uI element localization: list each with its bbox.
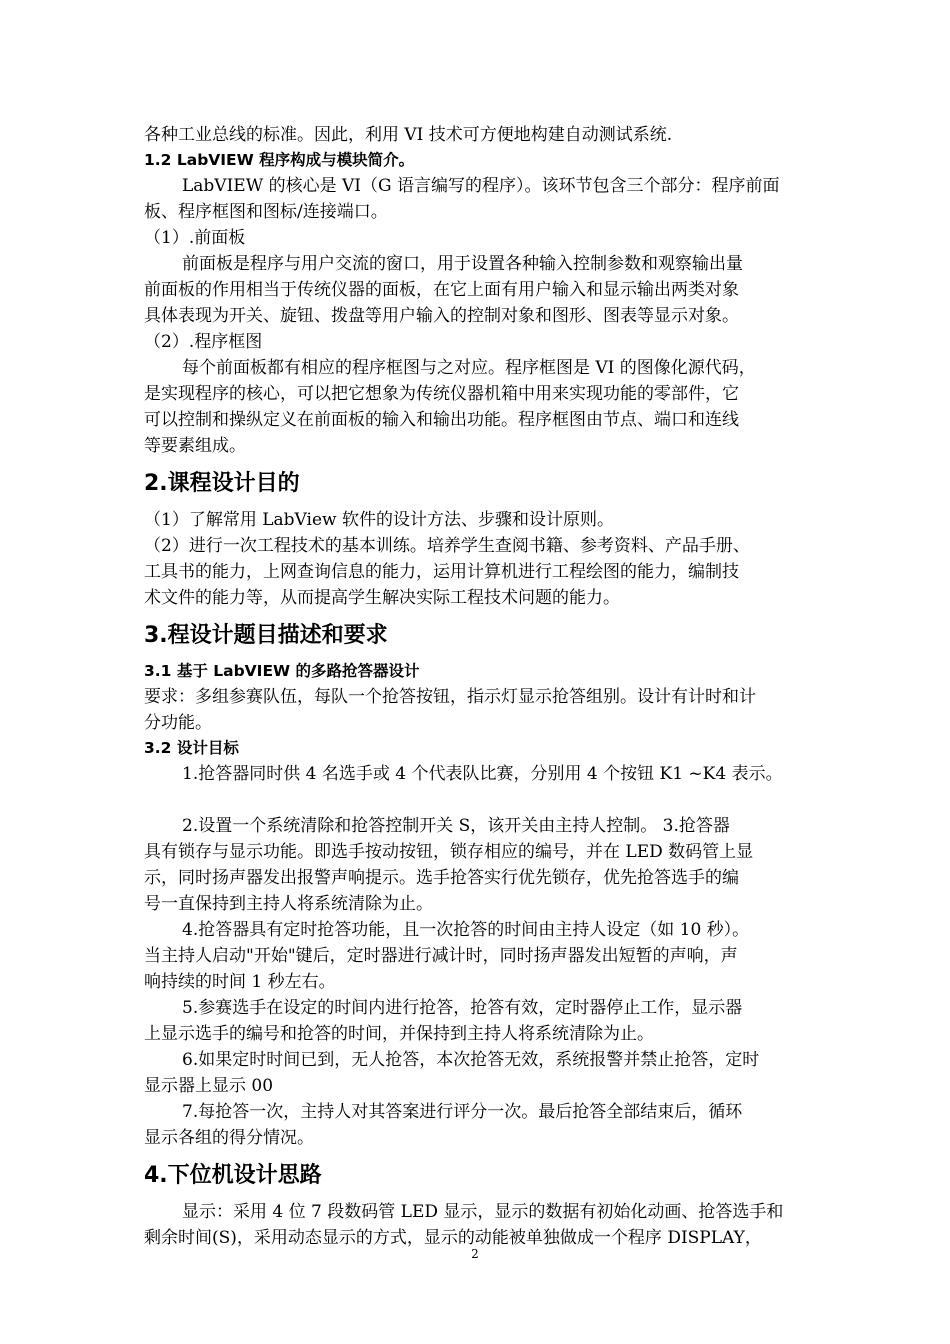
paragraph-line: 要求：多组参赛队伍，每队一个抢答按钮，指示灯显示抢答组别。设计有计时和计 bbox=[144, 687, 756, 707]
paragraph-line: 当主持人启动"开始"键后，定时器进行减计时，同时扬声器发出短暂的声响，声 bbox=[144, 946, 738, 966]
paragraph-line: LabVIEW 的核心是 VI（G 语言编写的程序）。该环节包含三个部分：程序前面 bbox=[182, 176, 780, 196]
paragraph-line: 前面板是程序与用户交流的窗口，用于设置各种输入控制参数和观察输出量 bbox=[182, 254, 743, 274]
paragraph-line: 每个前面板都有相应的程序框图与之对应。程序框图是 VI 的图像化源代码， bbox=[182, 358, 756, 378]
section-heading-1-2: 1.2 LabVIEW 程序构成与模块简介。 bbox=[144, 151, 415, 169]
paragraph-line: 显示器上显示 00 bbox=[144, 1076, 274, 1096]
paragraph-line: 前面板的作用相当于传统仪器的面板，在它上面有用户输入和显示输出两类对象 bbox=[144, 280, 739, 300]
paragraph-line: （2）进行一次工程技术的基本训练。培养学生查阅书籍、参考资料、产品手册、 bbox=[144, 536, 750, 556]
paragraph-line: 板、程序框图和图标/连接端口。 bbox=[144, 202, 388, 222]
paragraph-line: 工具书的能力，上网查询信息的能力，运用计算机进行工程绘图的能力，编制技 bbox=[144, 562, 739, 582]
paragraph-line: 2.设置一个系统清除和抢答控制开关 S，该开关由主持人控制。 3.抢答器 bbox=[182, 816, 730, 836]
paragraph-line: 分功能。 bbox=[144, 713, 212, 733]
page-number: 2 bbox=[471, 1247, 479, 1261]
paragraph-line: 显示各组的得分情况。 bbox=[144, 1128, 314, 1148]
paragraph-line: 是实现程序的核心，可以把它想象为传统仪器机箱中用来实现功能的零部件，它 bbox=[144, 384, 739, 404]
paragraph-line: 剩余时间(S)，采用动态显示的方式，显示的动能被单独做成一个程序 DISPLAY， bbox=[144, 1228, 762, 1248]
paragraph-line: 5.参赛选手在设定的时间内进行抢答，抢答有效，定时器停止工作，显示器 bbox=[182, 998, 743, 1018]
document-body bbox=[144, 122, 824, 1251]
list-label-front-panel: （1）.前面板 bbox=[144, 228, 246, 248]
paragraph-line: 7.每抢答一次，主持人对其答案进行评分一次。最后抢答全部结束后，循环 bbox=[182, 1102, 743, 1122]
blank-line bbox=[144, 787, 824, 813]
paragraph-line: 可以控制和操纵定义在前面板的输入和输出功能。程序框图由节点、端口和连线 bbox=[144, 410, 739, 430]
paragraph-line: 各种工业总线的标准。因此，利用 VI 技术可方便地构建自动测试系统. bbox=[144, 125, 673, 145]
paragraph-line: 1.抢答器同时供 4 名选手或 4 个代表队比赛，分别用 4 个按钮 K1 ~K4 表示。 bbox=[182, 764, 783, 784]
paragraph-line: 术文件的能力等，从而提高学生解决实际工程技术问题的能力。 bbox=[144, 588, 620, 608]
list-label-block-diagram: （2）.程序框图 bbox=[144, 332, 263, 352]
section-heading-3-2: 3.2 设计目标 bbox=[144, 739, 239, 757]
paragraph-line: 上显示选手的编号和抢答的时间，并保持到主持人将系统清除为止。 bbox=[144, 1024, 654, 1044]
section-heading-2: 2.课程设计目的 bbox=[144, 471, 300, 496]
paragraph-line: 等要素组成。 bbox=[144, 436, 246, 456]
paragraph-line: 示，同时扬声器发出报警声响提示。选手抢答实行优先锁存，优先抢答选手的编 bbox=[144, 868, 739, 888]
paragraph-line: 号一直保持到主持人将系统清除为止。 bbox=[144, 894, 433, 914]
paragraph-line: 6.如果定时时间已到，无人抢答，本次抢答无效，系统报警并禁止抢答，定时 bbox=[182, 1050, 760, 1070]
paragraph-line: （1）了解常用 LabView 软件的设计方法、步骤和设计原则。 bbox=[144, 510, 614, 530]
section-heading-4: 4.下位机设计思路 bbox=[144, 1163, 322, 1188]
paragraph-line: 4.抢答器具有定时抢答功能，且一次抢答的时间由主持人设定（如 10 秒）。 bbox=[182, 920, 750, 940]
paragraph-line: 显示：采用 4 位 7 段数码管 LED 显示，显示的数据有初始化动画、抢答选手和 bbox=[182, 1202, 784, 1222]
section-heading-3-1: 3.1 基于 LabVIEW 的多路抢答器设计 bbox=[144, 662, 420, 680]
paragraph-line: 具有锁存与显示功能。即选手按动按钮，锁存相应的编号，并在 LED 数码管上显 bbox=[144, 842, 754, 862]
section-heading-3: 3.程设计题目描述和要求 bbox=[144, 623, 388, 648]
paragraph-line: 具体表现为开关、旋钮、拨盘等用户输入的控制对象和图形、图表等显示对象。 bbox=[144, 306, 739, 326]
paragraph-line: 响持续的时间 1 秒左右。 bbox=[144, 972, 336, 992]
